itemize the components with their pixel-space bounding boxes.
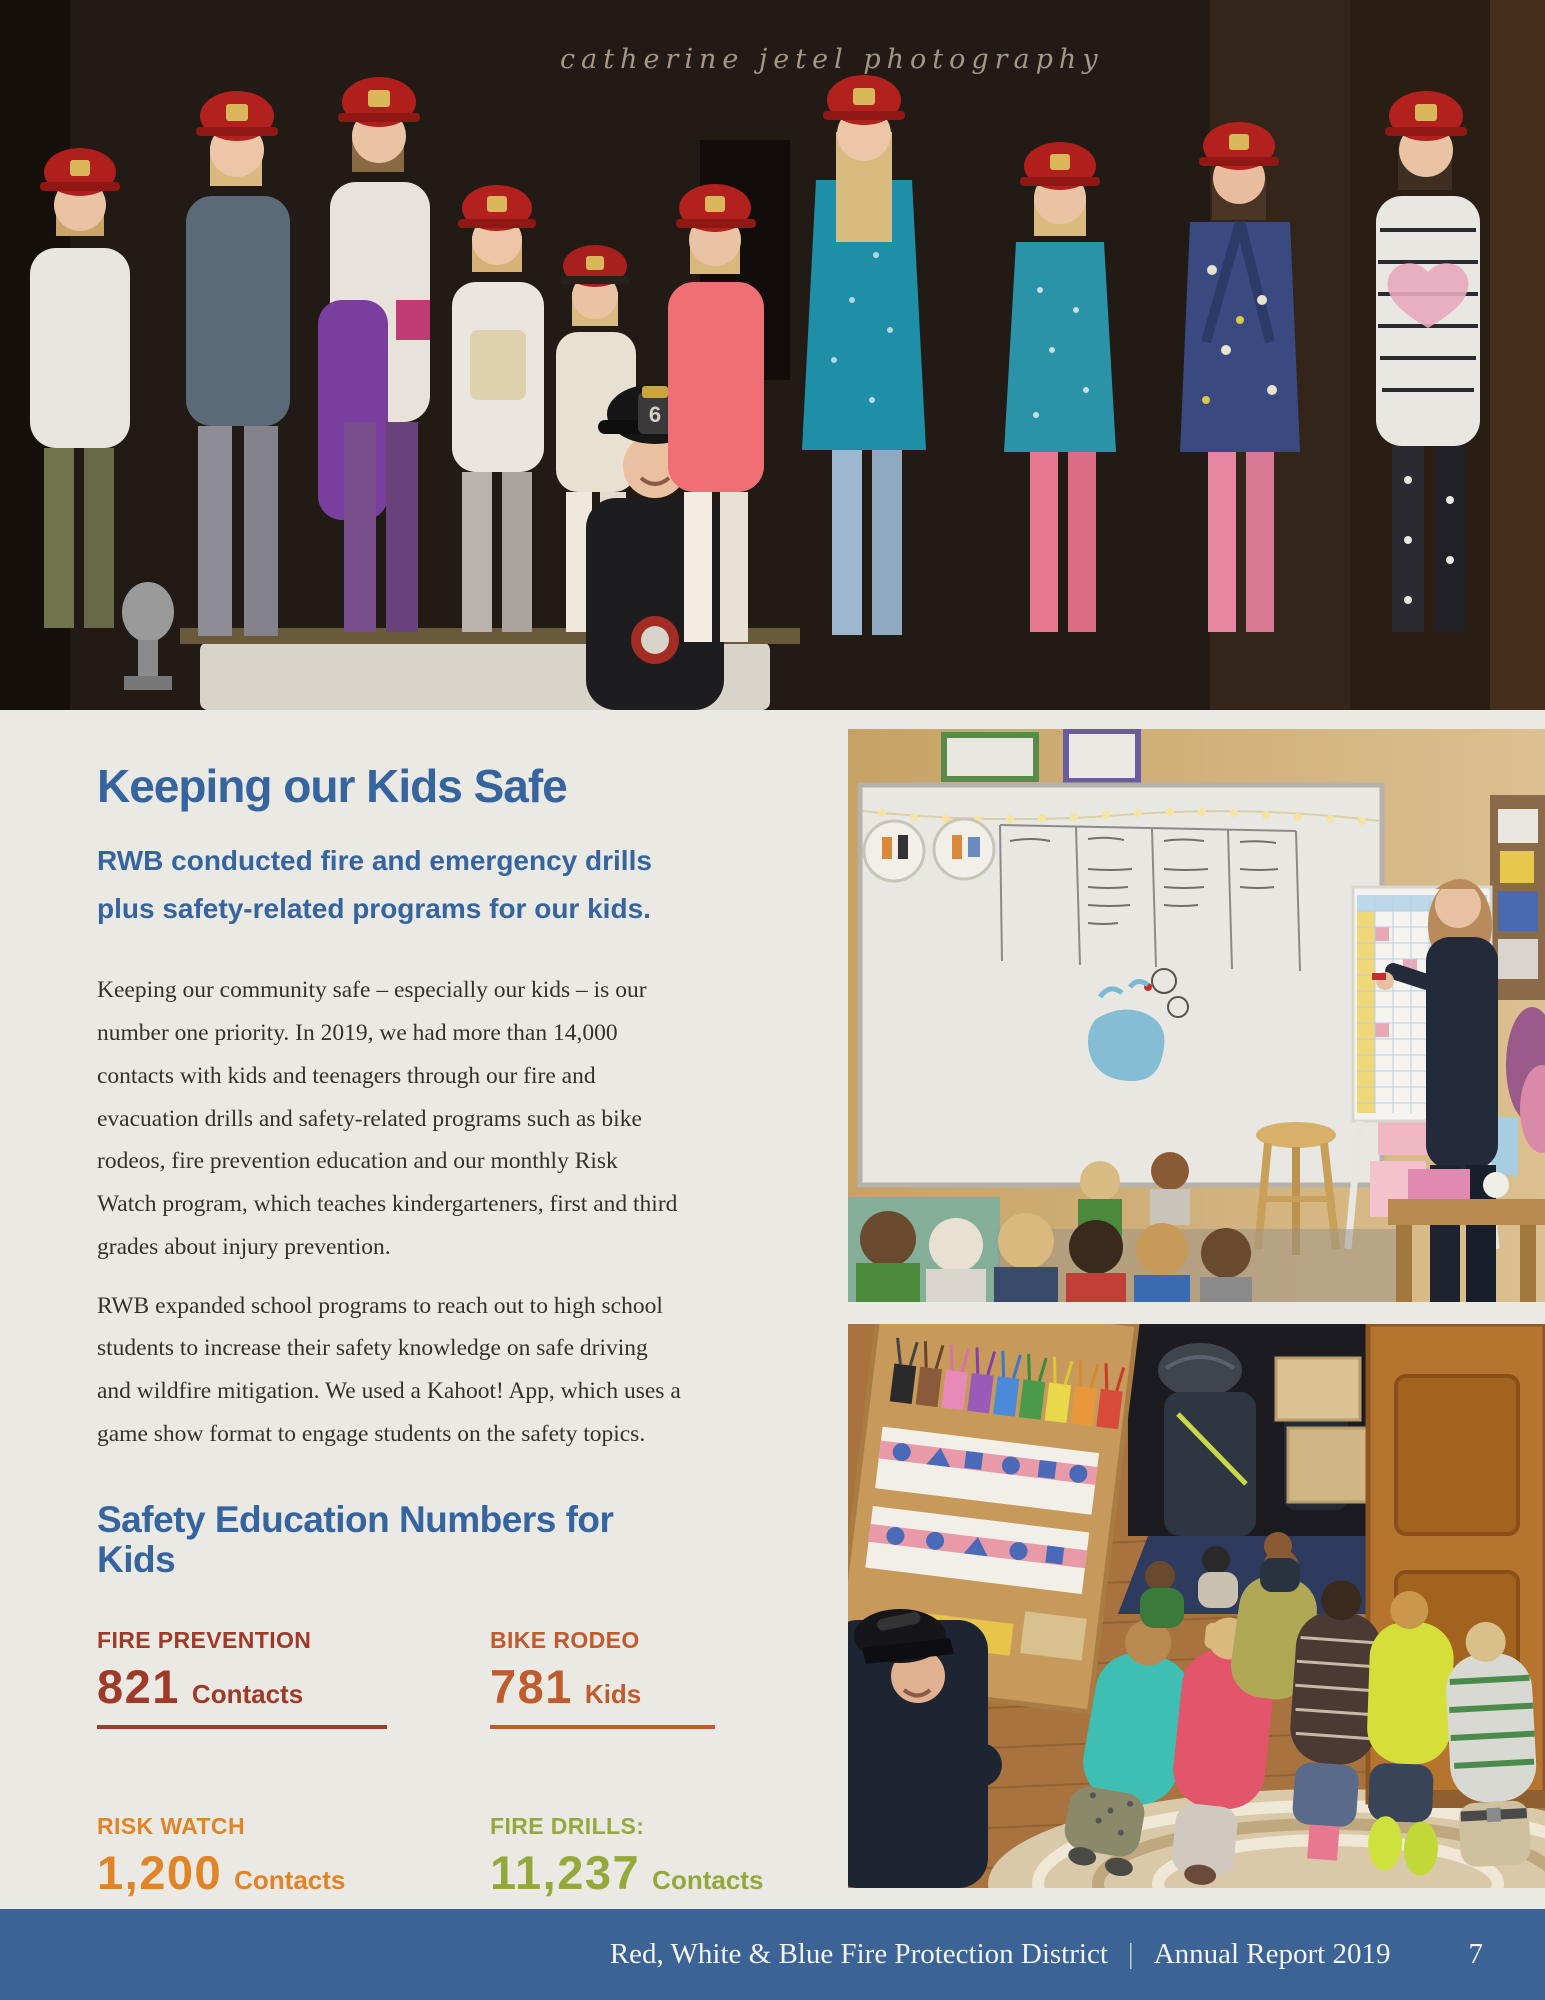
- supervising-firefighter: [848, 1609, 1009, 1888]
- section-title: Safety Education Numbers for Kids: [97, 1498, 614, 1581]
- footer-divider: |: [1127, 1938, 1134, 1970]
- paragraph-2: RWB expanded school programs to reach out to high school students to increase their safety knowledge on safe driving and wildfire mitigation. We used a Kahoot! App, which uses a game show format to engage students on the safety topics.: [97, 1292, 681, 1447]
- subtitle-line-2: plus safety-related programs for our kids.: [97, 893, 651, 925]
- footer-bar: [0, 1909, 1545, 2000]
- stat-underline: [490, 1725, 715, 1729]
- paragraph-1: Keeping our community safe – especially our kids – is our number one priority. In 2019, we had more than 14,000 contacts with kids and teenagers through our fire and evacuation drills and safety-related programs such as bike rodeos, fire prevention education and our monthly Risk Watch program, which teaches kindergarteners, first and third grades about injury prevention.: [97, 977, 678, 1260]
- fire-drill-photo: [848, 1324, 1545, 1888]
- page-title: Keeping our Kids Safe: [97, 760, 567, 812]
- stat-value: 821: [97, 1660, 180, 1714]
- stat-value: 1,200: [97, 1846, 223, 1900]
- stat-unit: Kids: [584, 1679, 642, 1710]
- classroom-photo: [848, 729, 1545, 1302]
- article-subtitle: [97, 837, 682, 933]
- stat-label: RISK WATCH: [97, 1813, 245, 1840]
- stat-underline: [97, 1725, 387, 1729]
- stat-label: FIRE DRILLS:: [490, 1813, 645, 1840]
- group-photo-illustration: [0, 0, 1545, 710]
- stat-unit: Contacts: [234, 1865, 346, 1896]
- stat-value: 11,237: [490, 1846, 641, 1900]
- group-photo: [0, 0, 1545, 710]
- subtitle-line-1: RWB conducted fire and emergency drills: [97, 845, 652, 876]
- stat-unit: Contacts: [652, 1865, 764, 1896]
- stat-risk-watch: [97, 1813, 490, 1915]
- stat-fire-drills: [490, 1813, 763, 1915]
- helmet-shield-number: 6: [648, 402, 662, 427]
- stats-grid: [97, 1627, 764, 1915]
- article-column: [97, 760, 764, 1915]
- fire-drill-illustration: [848, 1324, 1545, 1888]
- classroom-illustration: [848, 729, 1545, 1302]
- stat-value: 781: [490, 1660, 573, 1714]
- photographer-watermark: catherine jetel photography: [560, 44, 1104, 75]
- stat-label: FIRE PREVENTION: [97, 1627, 312, 1654]
- footer-report-title: Annual Report 2019: [1153, 1938, 1391, 1970]
- stat-label: BIKE RODEO: [490, 1627, 640, 1654]
- footer-page-number: 7: [1468, 1938, 1483, 1970]
- stat-unit: Contacts: [191, 1679, 304, 1710]
- stat-bike-rodeo: [490, 1627, 763, 1729]
- footer-district: Red, White & Blue Fire Protection District: [609, 1938, 1108, 1970]
- stat-fire-prevention: [97, 1627, 490, 1729]
